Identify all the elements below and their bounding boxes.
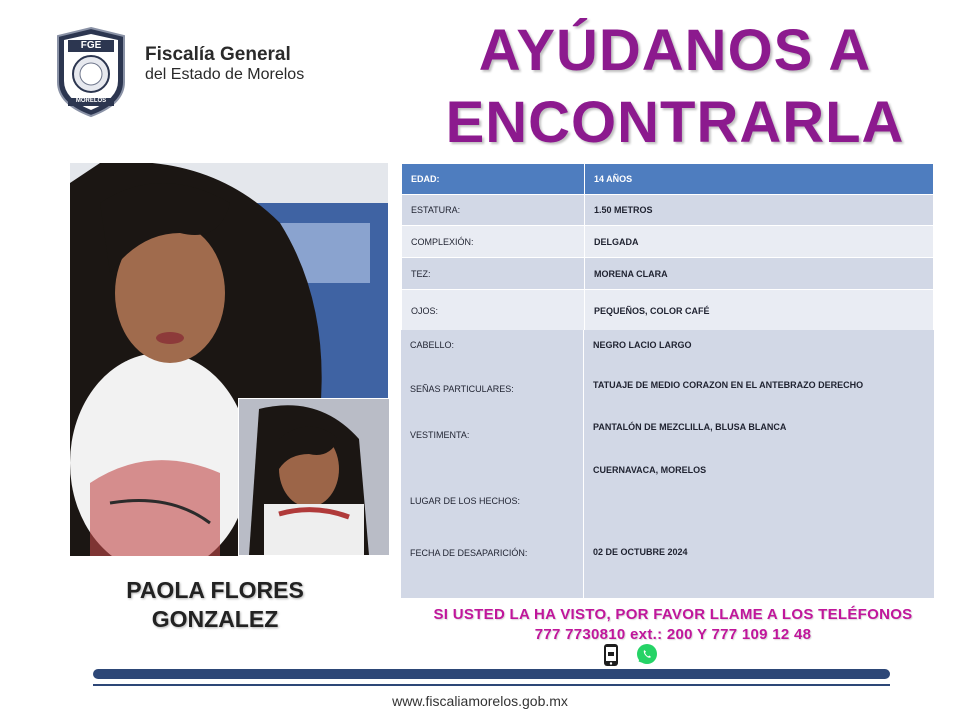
info-table [401, 163, 934, 332]
vestimenta-label: VESTIMENTA: [410, 430, 470, 440]
row-value: 1.50 METROS [585, 195, 934, 226]
person-name [70, 576, 360, 634]
fge-badge-logo [54, 26, 128, 118]
senas-value: TATUAJE DE MEDIO CORAZON EN EL ANTEBRAZO DERECHO [593, 380, 864, 390]
row-label: ESTATURA: [402, 195, 585, 226]
row-label: COMPLEXIÓN: [402, 226, 585, 258]
lugar-label: LUGAR DE LOS HECHOS: [410, 496, 521, 506]
table-row [402, 258, 934, 290]
missing-person-inset-photo [238, 398, 390, 556]
contact-line-2: 777 7730810 ext.: 200 Y 777 109 12 48 [534, 626, 812, 643]
table-row [402, 226, 934, 258]
lugar-value: CUERNAVACA, MORELOS [593, 465, 707, 475]
table-row [402, 195, 934, 226]
footer-website[interactable]: www.fiscaliamorelos.gob.mx [392, 693, 568, 709]
badge-bottom-text: MORELOS [75, 98, 107, 104]
contact-message [400, 605, 946, 645]
footer-bar [93, 669, 890, 679]
row-label: EDAD: [402, 164, 585, 195]
row-label: TEZ: [402, 258, 585, 290]
contact-line-1: SI USTED LA HA VISTO, POR FAVOR LLAME A LOS TELÉFONOS [433, 606, 913, 623]
fecha-label: FECHA DE DESAPARICIÓN: [410, 548, 528, 558]
senas-label: SEÑAS PARTICULARES: [410, 384, 514, 394]
details-label-column [401, 330, 584, 598]
details-block [401, 330, 934, 598]
table-row [402, 290, 934, 332]
row-label: OJOS: [402, 290, 585, 332]
cabello-value: NEGRO LACIO LARGO [593, 340, 692, 350]
fecha-value: 02 DE OCTUBRE 2024 [593, 547, 688, 557]
person-name-line-1: PAOLA FLORES [126, 577, 304, 603]
whatsapp-icon [636, 643, 658, 665]
person-name-line-2: GONZALEZ [151, 606, 279, 632]
row-value: PEQUEÑOS, COLOR CAFÉ [585, 290, 934, 332]
badge-text: FGE [80, 40, 102, 51]
row-value: 14 AÑOS [585, 164, 934, 195]
row-value: MORENA CLARA [585, 258, 934, 290]
row-value: DELGADA [585, 226, 934, 258]
headline-line-1: AYÚDANOS A [478, 18, 872, 83]
headline-line-2: ENCONTRARLA [445, 90, 905, 155]
org-name: Fiscalía General [145, 44, 291, 65]
table-row [402, 164, 934, 195]
footer-divider [93, 684, 890, 686]
details-value-column [584, 330, 934, 598]
phone-icon [603, 643, 619, 667]
vestimenta-value: PANTALÓN DE MEZCLILLA, BLUSA BLANCA [593, 422, 787, 432]
cabello-label: CABELLO: [410, 340, 455, 350]
org-subtitle: del Estado de Morelos [145, 66, 305, 83]
